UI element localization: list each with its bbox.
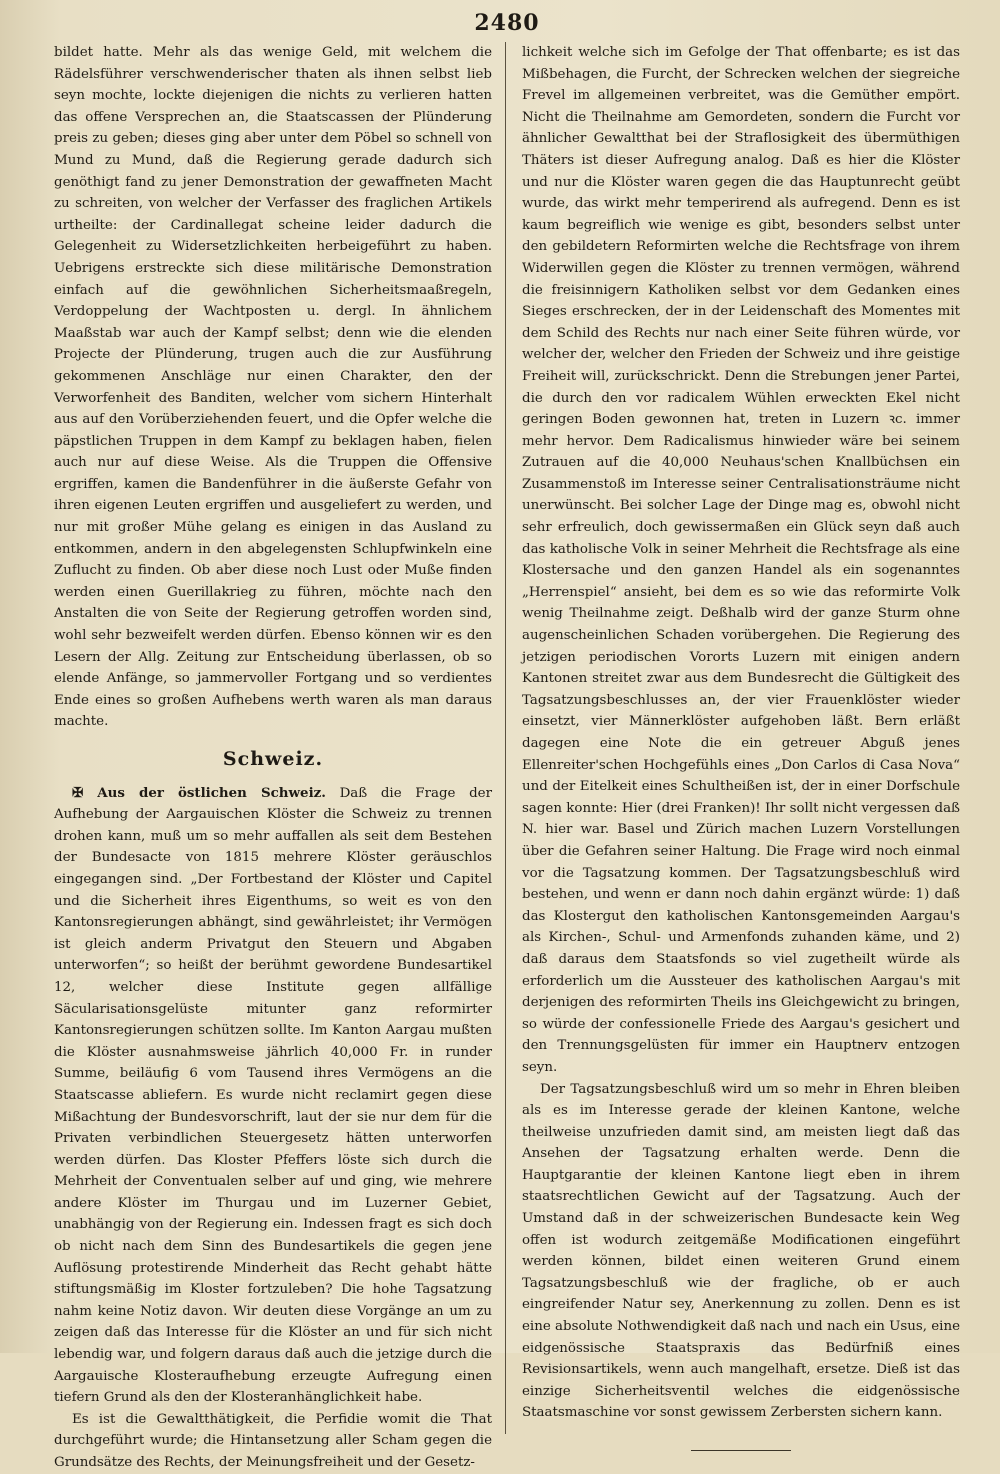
left-column	[54, 42, 492, 1474]
left-paragraph-2	[54, 783, 492, 1409]
dateline: ✠ Aus der östlichen Schweiz.	[72, 784, 326, 801]
left-paragraph-2-text: Daß die Frage der Aufhebung der Aargauischen Klöster die Schweiz zu trennen drohen kann, muß um so mehr auffallen als seit dem Bestehen der Bundesacte von 1815 mehrere Klöster geräuschlos eingegangen sind. „Der Fortbestand der Klöster und Capitel und die Sicherheit ihres Eigenthums, so weit es von den Kantonsregierungen abhängt, sind gewährleistet; ihr Vermögen ist gleich anderm Privatgut den Steuern und Abgaben unterworfen“; so heißt der berühmt gewordene Bundesartikel 12, welcher diese Institute gegen allfällige Säcularisationsgelüste mitunter ganz reformirter Kantonsregierungen schützen sollte. Im Kanton Aargau mußten die Klöster ausnahmsweise jährlich 40,000 Fr. in runder Summe, beiläufig 6 vom Tausend ihres Vermögens an die Staatscasse abliefern. Es wurde nicht reclamirt gegen diese Mißachtung der Bundesvorschrift, laut der sie nur dem für die Privaten verbindlichen Steuergesetz hätten unterworfen werden dürfen. Das Kloster Pfeffers löste sich durch die Mehrheit der Conventualen selber auf und ging, wie mehrere andere Klöster im Thurgau und im Luzerner Gebiet, unabhängig von der Regierung ein. Indessen fragt es sich doch ob nicht nach dem Sinn des Bundesartikels die gegen jene Auflösung protestirende Minderheit das Recht gehabt hätte stiftungsmäßig im Kloster fortzuleben? Die hohe Tagsatzung nahm keine Notiz davon. Wir deuten diese Vorgänge an um zu zeigen daß das Interesse für die Klöster an und für sich nicht lebendig war, und folgern daraus daß auch die jetzige durch die Aargauische Klosteraufhebung erzeugte Aufregung einen tiefern Grund als den der Klosteranhänglichkeit habe.	[54, 785, 492, 1406]
two-column-body	[54, 42, 960, 1474]
page-number: 2480	[474, 10, 540, 36]
column-divider	[505, 42, 506, 1434]
article-end-rule	[691, 1450, 791, 1451]
section-title: Schweiz.	[222, 748, 324, 770]
right-paragraph-1: lichkeit welche sich im Gefolge der That offenbarte; es ist das Mißbehagen, die Furcht, der Schrecken welchen der siegreiche Frevel im allgemeinen verbreitet, was die Gemüther empört. Nicht die Theilnahme am Gemordeten, sondern die Furcht vor ähnlicher Gewaltthat bei der Straflosigkeit des übermüthigen Thäters ist dieser Aufregung analog. Daß es hier die Klöster und nur die Klöster waren gegen die das Hauptunrecht geübt wurde, das wirkt mehr temperirend als aufregend. Denn es ist kaum begreiflich wie wenige es gibt, besonders selbst unter den gebildetern Reformirten welche die Rechtsfrage von ihrem Widerwillen gegen die Klöster zu trennen vermögen, während die freisinnigern Katholiken selbst vor dem Gedanken eines Sieges erschrecken, der in der Leidenschaft des Momentes mit dem Schild des Rechts nur nach einer Seite führen würde, vor welcher der, welcher den Frieden der Schweiz und ihre geistige Freiheit will, zurückschrickt. Denn die Strebungen jener Partei, die durch den vor radicalem Wühlen erweckten Ekel nicht geringen Boden gewonnen hat, treten in Luzern ꝛc. immer mehr hervor. Dem Radicalismus hinwieder wäre bei seinem Zutrauen auf die 40,000 Neuhaus'schen Knallbüchsen ein Zusammenstoß im Interesse seiner Centralisationsträume nicht unerwünscht. Bei solcher Lage der Dinge mag es, obwohl nicht sehr erfreulich, doch gewissermaßen ein Glück seyn daß auch das katholische Volk in seiner Mehrheit die Rechtsfrage als eine Klostersache und den ganzen Handel als ein sogenanntes „Herrenspiel“ ansieht, bei dem es so wie das reformirte Volk wenig Theilnahme zeigt. Deßhalb wird der ganze Sturm ohne augenscheinlichen Schaden vorübergehen. Die Regierung des jetzigen periodischen Vororts Luzern mit einigen andern Kantonen streitet zwar aus dem Bundesrecht die Gültigkeit des Tagsatzungsbeschlusses an, der vier Frauenklöster wieder einsetzt, vier Männerklöster aufgehoben läßt. Bern erläßt dagegen eine Note die ein getreuer Abguß jenes Ellenreiter'schen Hochgefühls eines „Don Carlos di Casa Nova“ und der Eitelkeit eines Schultheißen ist, der in einer Dorfschule sagen konnte: Hier (drei Franken)! Ihr sollt nicht vergessen daß N. hier war. Basel und Zürich machen Luzern Vorstellungen über die Gefahren seiner Haltung. Die Frage wird noch einmal vor die Tagsatzung kommen. Der Tagsatzungsbeschluß wird bestehen, und wenn er dann noch dahin ergänzt würde: 1) daß das Klostergut den katholischen Kantonsgemeinden Aargau's als Kirchen-, Schul- und Armenfonds zuhanden käme, und 2) daß daraus dem Staatsfonds so viel zugetheilt würde als erforderlich um die Aussteuer des katholischen Aargau's mit derjenigen des reformirten Theils ins Gleichgewicht zu bringen, so würde der confessionelle Friede des Aargau's gesichert und den Trennungsgelüsten für immer ein Hauptnerv entzogen seyn.	[522, 45, 960, 1075]
right-paragraph-2: Der Tagsatzungsbeschluß wird um so mehr in Ehren bleiben als es im Interesse gerade der kleinen Kantone, welche theilweise unzufrieden damit sind, am meisten liegt daß das Ansehen der Tagsatzung erhalten werde. Denn die Hauptgarantie der kleinen Kantone liegt eben in ihrem staatsrechtlichen Gewicht auf der Tagsatzung. Auch der Umstand daß in der schweizerischen Bundesacte kein Weg offen ist wodurch zeitgemäße Modificationen eingeführt werden können, bildet einen weiteren Grund einem Tagsatzungsbeschluß wie der fragliche, ob er auch eingreifender Natur sey, Anerkennung zu zollen. Denn es ist eine absolute Nothwendigkeit daß nach und nach ein Usus, eine eidgenössische Staatspraxis das Bedürfniß eines Revisionsartikels, wenn auch mangelhaft, ersetze. Dieß ist das einzige Sicherheitsventil welches die eidgenössische Staatsmaschine vor sonst gewissem Zerbersten sichern kann.	[522, 1081, 960, 1421]
left-paragraph-3: Es ist die Gewaltthätigkeit, die Perfidie womit die That durchgeführt wurde; die Hintansetzung aller Scham gegen die Grundsätze des Rechts, der Meinungsfreiheit und der Gesetz-	[54, 1411, 492, 1470]
right-column	[522, 42, 960, 1474]
left-paragraph-1: bildet hatte. Mehr als das wenige Geld, mit welchem die Rädelsführer verschwenderischer thaten als ihnen selbst lieb seyn mochte, lockte diejenigen die nichts zu verlieren hatten das offene Versprechen an, die Staatscassen der Plünderung preis zu geben; dieses ging aber unter dem Pöbel so schnell von Mund zu Mund, daß die Regierung gerade dadurch sich genöthigt fand zu jener Demonstration der gewaffneten Macht zu schreiten, von welcher der Verfasser des fraglichen Artikels urtheilte: der Cardinallegat scheine leider dadurch die Gelegenheit zu Widersetzlichkeiten herbeigeführt zu haben. Uebrigens erstreckte sich diese militärische Demonstration einfach auf die gewöhnlichen Sicherheitsmaaßregeln, Verdoppelung der Wachtposten u. dergl. In ähnlichem Maaßstab war auch der Kampf selbst; denn wie die elenden Projecte der Plünderung, trugen auch die zur Ausführung gekommenen Anschläge nur einen Charakter, den der Verworfenheit des Banditen, welcher vom sichern Hinterhalt aus auf den Vorüberziehenden feuert, und die Opfer welche die päpstlichen Truppen in dem Kampf zu beklagen haben, fielen auch nur auf diese Weise. Als die Truppen die Offensive ergriffen, kamen die Bandenführer in die äußerste Gefahr von ihren eigenen Leuten ergriffen und ausgeliefert zu werden, und nur mit großer Mühe gelang es einigen in das Ausland zu entkommen, andern in den abgelegensten Schlupfwinkeln eine Zuflucht zu finden. Ob aber diese noch Lust oder Muße finden werden einen Guerillakrieg zu führen, möchte nach den Anstalten die von Seite der Regierung getroffen worden sind, wohl sehr bezweifelt werden dürfen. Ebenso können wir es den Lesern der Allg. Zeitung zur Entscheidung überlassen, ob so elende Anfänge, so jammervoller Fortgang und so verdientes Ende eines so großen Aufhebens werth waren als man daraus machte.	[54, 45, 492, 730]
